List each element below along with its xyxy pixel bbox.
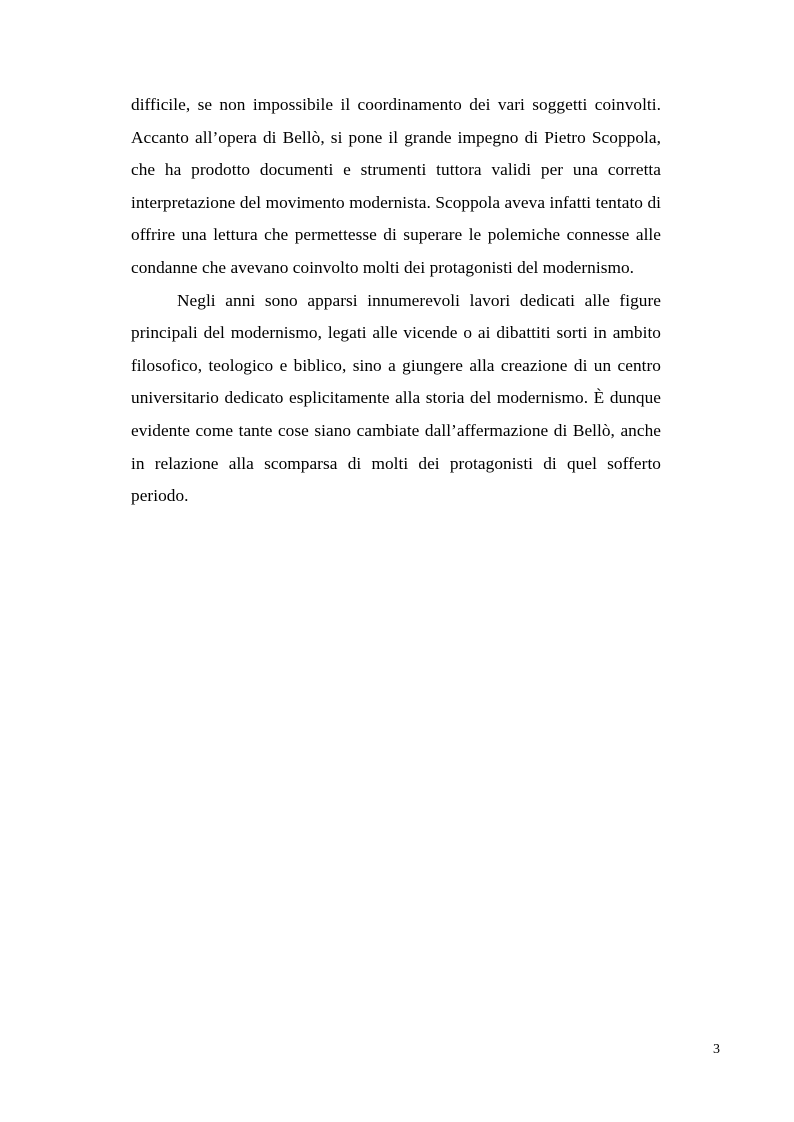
paragraph-2: Negli anni sono apparsi innumerevoli lavori dedicati alle figure principali del modernismo, legati alle vicende o ai dibattiti sorti in ambito filosofico, teologico e biblico, sino a giungere alla creazione di un centro universitario dedicato esplicitamente alla storia del modernismo. È dunque evidente come tante cose siano cambiate dall’affermazione di Bellò, anche in relazione alla scomparsa di molti dei protagonisti di quel sofferto periodo. [131,290,661,506]
paragraph-1: difficile, se non impossibile il coordinamento dei vari soggetti coinvolti. Accanto all’opera di Bellò, si pone il grande impegno di Pietro Scoppola, che ha prodotto documenti e strumenti tuttora validi per una corretta interpretazione del movimento modernista. Scoppola aveva infatti tentato di offrire una lettura che permettesse di superare le polemiche connesse alle condanne che avevano coinvolto molti dei protagonisti del modernismo. [131,95,661,277]
body-text [131,89,661,513]
page-number: 3 [713,1042,720,1057]
